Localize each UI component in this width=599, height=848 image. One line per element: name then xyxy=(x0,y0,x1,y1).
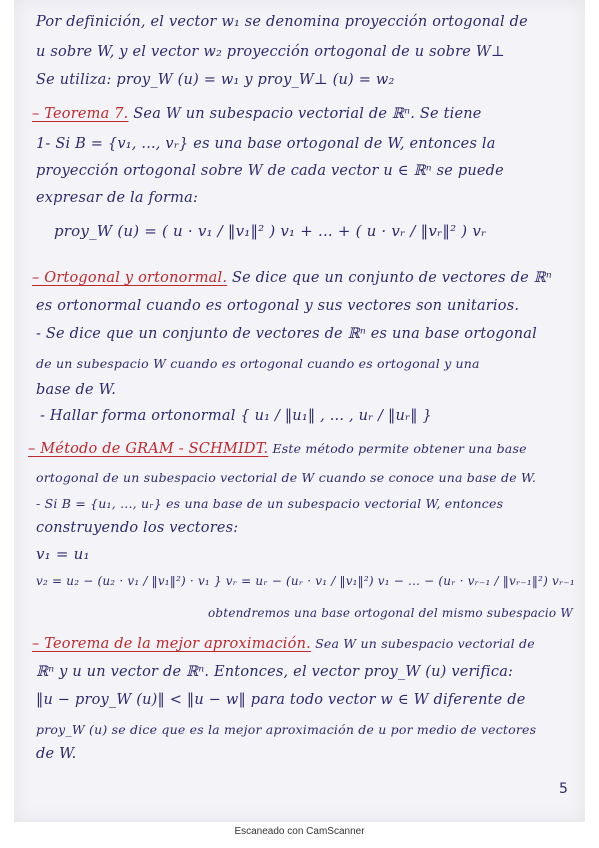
page-number: 5 xyxy=(559,781,568,797)
text-line: es ortonormal cuando es ortogonal y sus vectores son unitarios. xyxy=(36,298,520,314)
text-line: - Se dice que un conjunto de vectores de ℝⁿ es una base ortogonal xyxy=(36,326,537,342)
orthonormal-text: Se dice que un conjunto de vectores de ℝⁿ xyxy=(227,270,553,286)
text-line: construyendo los vectores: xyxy=(36,520,239,536)
text-line: de un subespacio W cuando es ortogonal cuando es ortogonal y una xyxy=(36,356,480,371)
best-approx-text: Sea W un subespacio vectorial de xyxy=(310,636,535,651)
gram-schmidt-heading: – Método de GRAM - SCHMIDT. xyxy=(28,441,269,457)
text-line: Por definición, el vector w₁ se denomina proyección ortogonal de xyxy=(36,14,528,30)
theorem-7-heading: – Teorema 7. xyxy=(32,106,129,122)
gram-schmidt-text: Este método permite obtener una base xyxy=(268,441,527,456)
best-approx-line xyxy=(32,636,535,652)
text-line: base de W. xyxy=(36,382,117,398)
scanner-footer: Escaneado con CamScanner xyxy=(234,826,365,837)
theorem-7-line xyxy=(32,106,482,122)
text-line: ortogonal de un subespacio vectorial de W cuando se conoce una base de W. xyxy=(36,470,537,485)
text-line: ‖u − proy_W (u)‖ < ‖u − w‖ para todo vector w ∈ W diferente de xyxy=(36,692,526,708)
orthonormal-heading: – Ortogonal y ortonormal. xyxy=(32,270,228,286)
theorem-7-text: Sea W un subespacio vectorial de ℝⁿ. Se tiene xyxy=(128,106,482,122)
orthonormal-form-line: - Hallar forma ortonormal { u₁ / ‖u₁‖ , ... , uᵣ / ‖uᵣ‖ } xyxy=(40,408,432,424)
text-line: expresar de la forma: xyxy=(36,190,199,206)
text-line: Se utiliza: proy_W (u) = w₁ y proy_W⊥ (u) = w₂ xyxy=(36,72,395,88)
gram-schmidt-v1: v₁ = u₁ xyxy=(36,545,90,563)
text-line: - Si B = {u₁, ..., uᵣ} es una base de un subespacio vectorial W, entonces xyxy=(36,496,504,511)
orthonormal-line xyxy=(32,270,552,286)
projection-formula: proy_W (u) = ( u · v₁ / ‖v₁‖² ) v₁ + ... + ( u · vᵣ / ‖vᵣ‖² ) vᵣ xyxy=(54,222,487,240)
notebook-page xyxy=(14,0,585,822)
text-line: proyección ortogonal sobre W de cada vector u ∈ ℝⁿ se puede xyxy=(36,163,504,179)
best-approx-heading: – Teorema de la mejor aproximación. xyxy=(32,636,311,652)
text-line: 1- Si B = {v₁, ..., vᵣ} es una base ortogonal de W, entonces la xyxy=(36,136,496,152)
text-line: obtendremos una base ortogonal del mismo subespacio W xyxy=(208,606,573,620)
text-line: proy_W (u) se dice que es la mejor aproximación de u por medio de vectores xyxy=(36,722,537,737)
text-line: u sobre W, y el vector w₂ proyección ortogonal de u sobre W⊥ xyxy=(36,44,505,60)
text-line: ℝⁿ y u un vector de ℝⁿ. Entonces, el vector proy_W (u) verifica: xyxy=(36,664,514,680)
gram-schmidt-line xyxy=(28,441,527,457)
gram-schmidt-formula: v₂ = u₂ − (u₂ · v₁ / ‖v₁‖²) · v₁ } vᵣ = uᵣ − (uᵣ · v₁ / ‖v₁‖²) v₁ − ... − (uᵣ · vᵣ₋₁ / ‖vᵣ₋₁‖²) vᵣ₋₁ xyxy=(36,574,575,588)
text-line: de W. xyxy=(36,746,77,762)
